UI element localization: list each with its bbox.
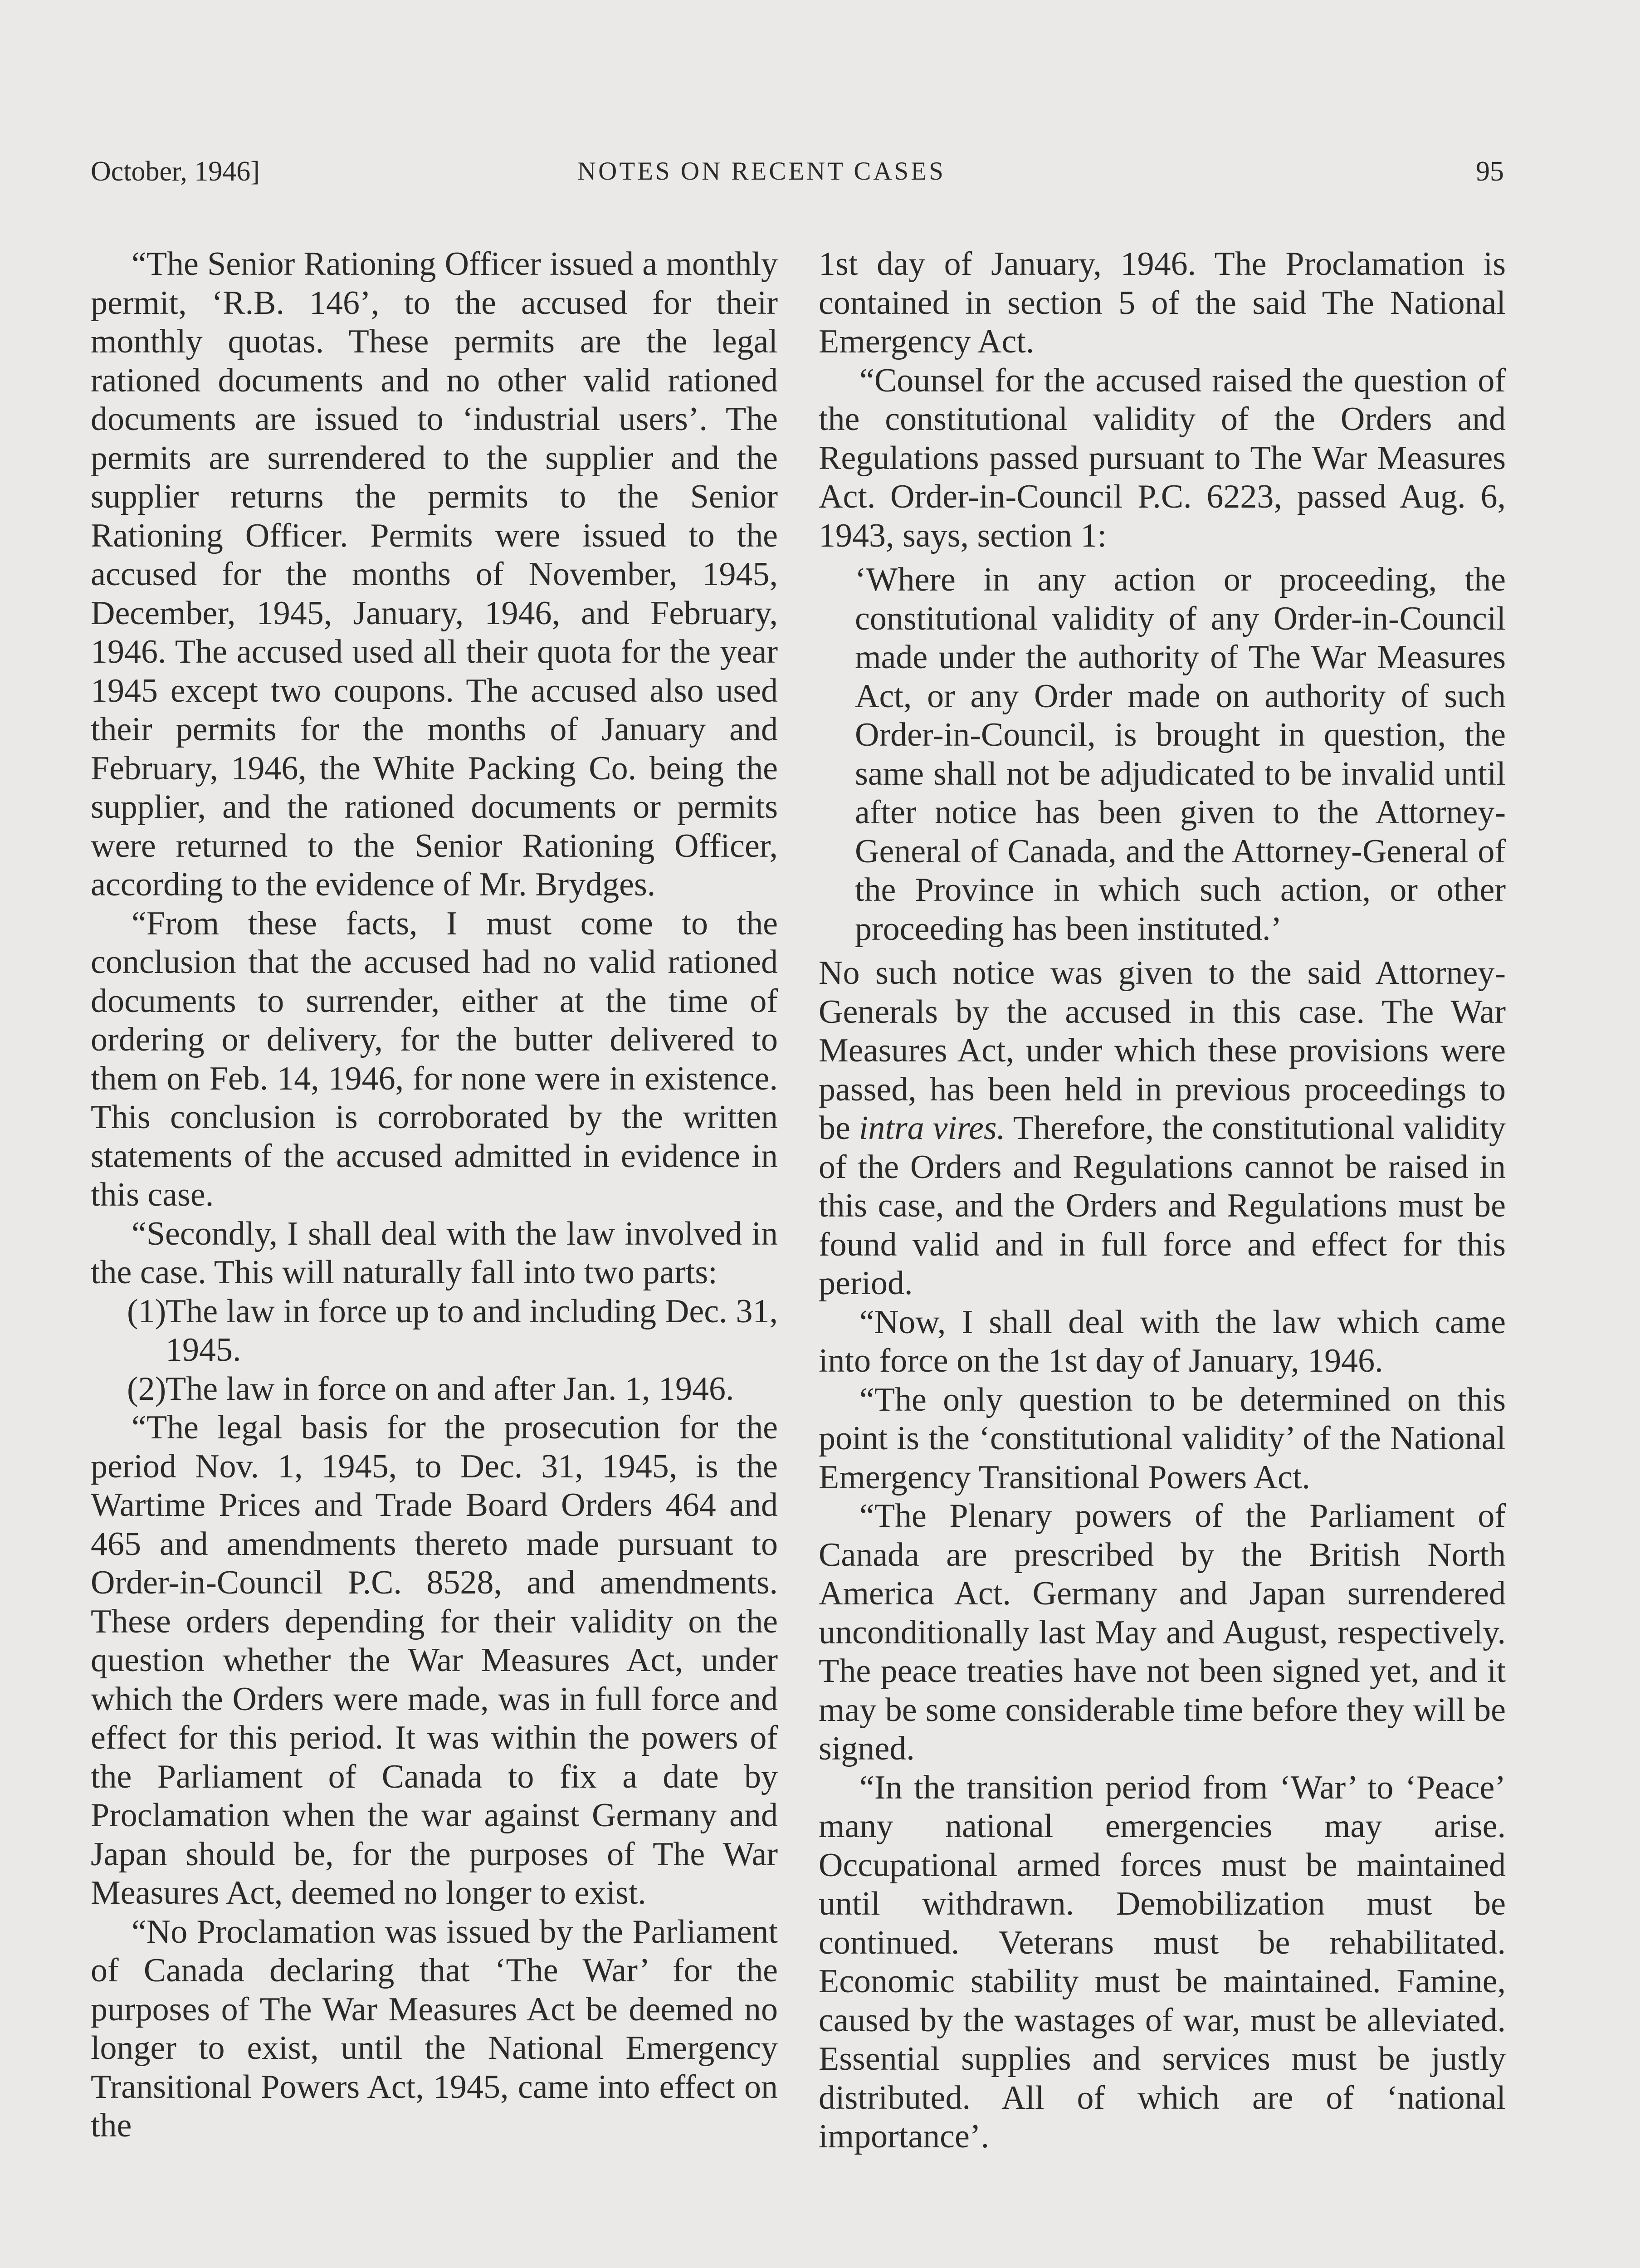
paragraph: “The Plenary powers of the Parliament of Canada are prescribed by the British North America Act. Germany and Japan surrendered unconditionally last May and August, respectively. The peace treaties have not been signed yet, and it may be some considerable time before they will be signed.	[819, 1497, 1506, 1767]
text-run: Therefore, the constitutional validity of the Orders and Regulations cannot be raised in this case, and the Orders and Regulations must be found valid and in full force and effect for this period.	[819, 1110, 1506, 1302]
running-header	[91, 153, 1504, 190]
list-number: (1)	[127, 1292, 166, 1330]
paragraph	[819, 954, 1506, 1303]
right-column	[819, 245, 1506, 2156]
paragraph: “From these facts, I must come to the conclusion that the accused had no valid rationed documents to surrender, either at the time of ordering or delivery, for the butter delivered to them on Feb. 14, 1946, for none were in existence. This conclusion is corroborated by the written statements of the accused admitted in evidence in this case.	[91, 904, 778, 1213]
block-quote: ‘Where in any action or proceeding, the constitutional validity of any Order-in-Council made under the authority of The War Measures Act, or any Order made on authority of such Order-in-Council, is brought in question, the same shall not be adjudicated to be invalid until after notice has been given to the Attorney-General of Canada, and the Attorney-General of the Province in which such action, or other proceeding has been instituted.’	[855, 561, 1506, 948]
list-item	[91, 1370, 778, 1409]
list-text: The law in force on and after Jan. 1, 1946.	[166, 1370, 734, 1408]
text-run: No such notice was given to the said Attorney-Generals by the accused in this case. The War Measures Act, under which these provisions were passed, has been held in previous proceedings to be	[819, 954, 1506, 1147]
page-number: 95	[1476, 156, 1504, 187]
paragraph: “Counsel for the accused raised the question of the constitutional validity of the Orders and Regulations passed pursuant to The War Measures Act. Order-in-Council P.C. 6223, passed Aug. 6, 1943, says, section 1:	[819, 362, 1506, 554]
paragraph: “No Proclamation was issued by the Parliament of Canada declaring that ‘The War’ for the purposes of The War Measures Act be deemed no longer to exist, until the National Emergency Transitional Powers Act, 1945, came into effect on the	[91, 1913, 778, 2144]
paragraph: 1st day of January, 1946. The Proclamation is contained in section 5 of the said The National Emergency Act.	[819, 245, 1506, 360]
list-number: (2)	[127, 1370, 166, 1408]
paragraph: “The Senior Rationing Officer issued a monthly permit, ‘R.B. 146’, to the accused for their monthly quotas. These permits are the legal rationed documents and no other valid rationed documents are issued to ‘industrial users’. The permits are surrendered to the supplier and the supplier returns the permits to the Senior Rationing Officer. Permits were issued to the accused for the months of November, 1945, December, 1945, January, 1946, and February, 1946. The accused used all their quota for the year 1945 except two coupons. The accused also used their permits for the months of January and February, 1946, the White Packing Co. being the supplier, and the rationed documents or permits were returned to the Senior Rationing Officer, according to the evidence of Mr. Brydges.	[91, 245, 778, 903]
header-date: October, 1946]	[91, 156, 260, 187]
list-text: The law in force up to and including Dec. 31, 1945.	[166, 1292, 778, 1369]
paragraph: “In the transition period from ‘War’ to ‘Peace’ many national emergencies may arise. Occupational armed forces must be maintained until withdrawn. Demobilization must be continued. Veterans must be rehabilitated. Economic stability must be maintained. Famine, caused by the wastages of war, must be alleviated. Essential supplies and services must be justly distributed. All of which are of ‘national importance’.	[819, 1769, 1506, 2155]
paragraph: “Now, I shall deal with the law which came into force on the 1st day of January, 1946.	[819, 1303, 1506, 1379]
left-column	[91, 245, 778, 2146]
list-item	[91, 1292, 778, 1370]
header-title: NOTES ON RECENT CASES	[577, 157, 946, 186]
italic-text: intra vires.	[859, 1110, 1005, 1147]
paragraph: “The legal basis for the prosecution for the period Nov. 1, 1945, to Dec. 31, 1945, is the Wartime Prices and Trade Board Orders 464 and 465 and amendments thereto made pursuant to Order-in-Council P.C. 8528, and amendments. These orders depending for their validity on the question whether the War Measures Act, under which the Orders were made, was in full force and effect for this period. It was within the powers of the Parliament of Canada to fix a date by Proclamation when the war against Germany and Japan should be, for the purposes of The War Measures Act, deemed no longer to exist.	[91, 1409, 778, 1911]
paragraph: “The only question to be determined on this point is the ‘constitutional validity’ of the National Emergency Transitional Powers Act.	[819, 1381, 1506, 1496]
paragraph: “Secondly, I shall deal with the law involved in the case. This will naturally fall into two parts:	[91, 1215, 778, 1291]
